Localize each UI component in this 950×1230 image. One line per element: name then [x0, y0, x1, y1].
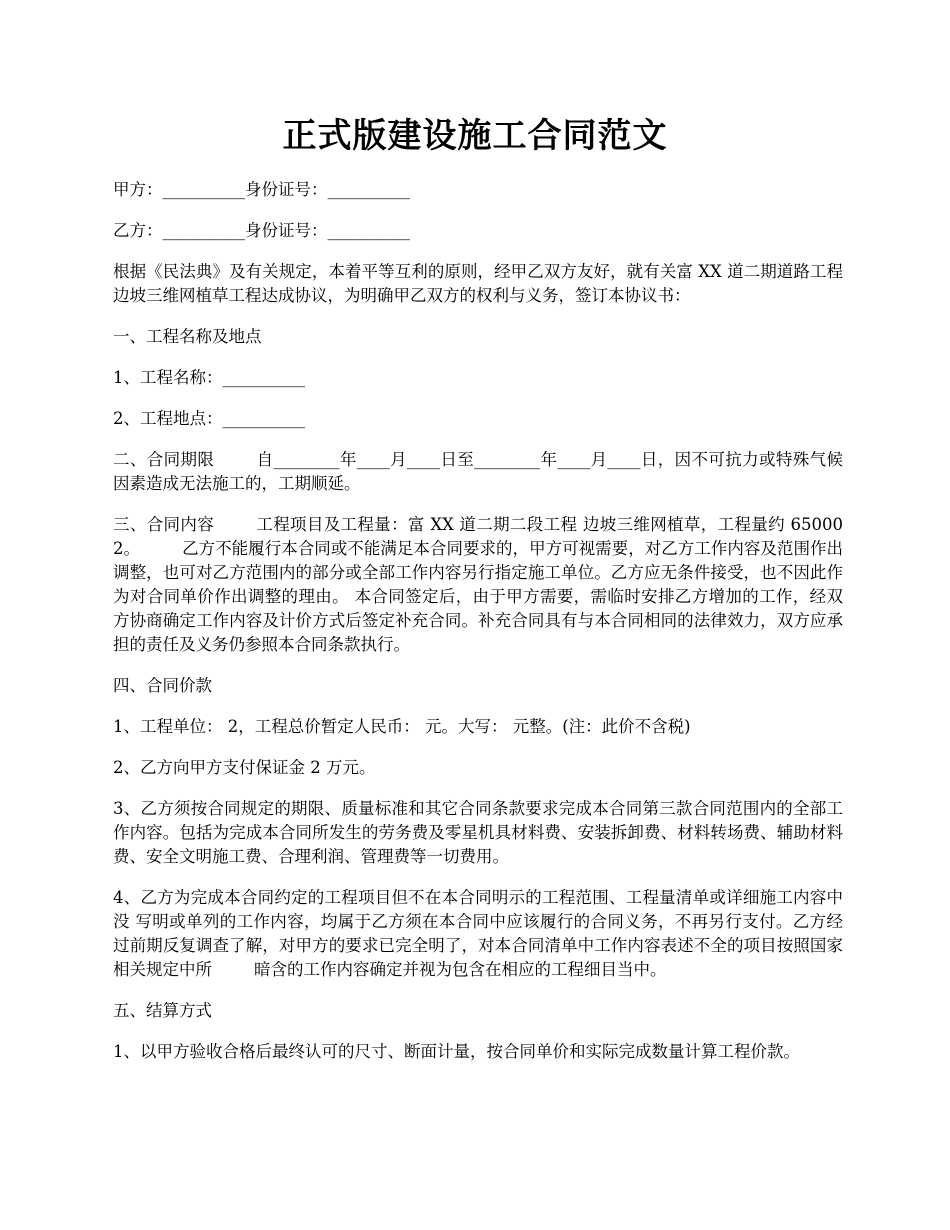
party-b-line: 乙方：__________身份证号：__________ [113, 221, 410, 240]
section2-paragraph [113, 448, 843, 496]
section3-paragraph [113, 513, 843, 657]
project-name-line: 1、工程名称：__________ [113, 368, 305, 387]
section3-part2: 乙方不能履行本合同或不能满足本合同要求的，甲方可视需要，对乙方工作内容及范围作出调整，也可对乙方范围内的部分或全部工作内容另行指定施工单位。乙方应无条件接受，也不因此作为对合同单价作出调整的理由。 本合同签定后，由于甲方需要，需临时安排乙方增加的工作，经双方协商确定工作内容及计价方式后签定补充合同。补充合同具有与本合同相同的法律效力，双方应承担的责任及义务仍参照本合同条款执行。 [113, 539, 843, 654]
intro-paragraph: 根据《民法典》及有关规定，本着平等互利的原则，经甲乙双方友好，就有关富 XX 道二期道路工程边坡三维网植草工程达成协议，为明确甲乙双方的权利与义务，签订本协议书： [113, 262, 843, 305]
price-item-1: 1、工程单位： 2，工程总价暂定人民币： 元。大写： 元整。(注：此价不含税) [113, 717, 691, 736]
section3-label: 三、合同内容 [113, 515, 215, 534]
section4-heading: 四、合同价款 [113, 676, 212, 695]
price-item-3: 3、乙方须按合同规定的期限、质量标准和其它合同条款要求完成本合同第三款合同范围内的全部工作内容。包括为完成本合同所发生的劳务费及零星机具材料费、安装拆卸费、材料转场费、辅助材料费、安全文明施工费、合理利润、管理费等一切费用。 [113, 799, 843, 866]
section2-text: 自________年____月____日至________年____月____日，因不可抗力或特殊气候因素造成无法施工的，工期顺延。 [113, 450, 844, 493]
price-item-4-part2: 暗含的工作内容确定并视为包含在相应的工程细目当中。 [254, 960, 667, 979]
price-item-4-part1: 4、乙方为完成本合同约定的工程项目但不在本合同明示的工程范围、工程量清单或详细施工内容中没 写明或单列的工作内容，均属于乙方须在本合同中应该履行的合同义务，不再另行支付。乙方经过前期反复调查了解，对甲方的要求已完全明了，对本合同清单中工作内容表述不全的项目按照国家相关规定中所 [113, 888, 843, 979]
section1-heading: 一、工程名称及地点 [113, 327, 262, 346]
project-location-line: 2、工程地点：__________ [113, 409, 305, 428]
section3-part1: 工程项目及工程量：富 XX 道二期二段工程 边坡三维网植草，工程量约 65000 2。 [113, 515, 843, 558]
page-title: 正式版建设施工合同范文 [282, 116, 668, 156]
settlement-item-1: 1、以甲方验收合格后最终认可的尺寸、断面计量，按合同单价和实际完成数量计算工程价款。 [113, 1042, 800, 1061]
price-item-4 [113, 886, 843, 982]
party-a-line: 甲方：__________身份证号：__________ [113, 180, 410, 199]
price-item-2: 2、乙方向甲方支付保证金 2 万元。 [113, 758, 376, 777]
section2-label: 二、合同期限 [113, 450, 215, 469]
section5-heading: 五、结算方式 [113, 1001, 212, 1020]
document-body [113, 178, 843, 1081]
